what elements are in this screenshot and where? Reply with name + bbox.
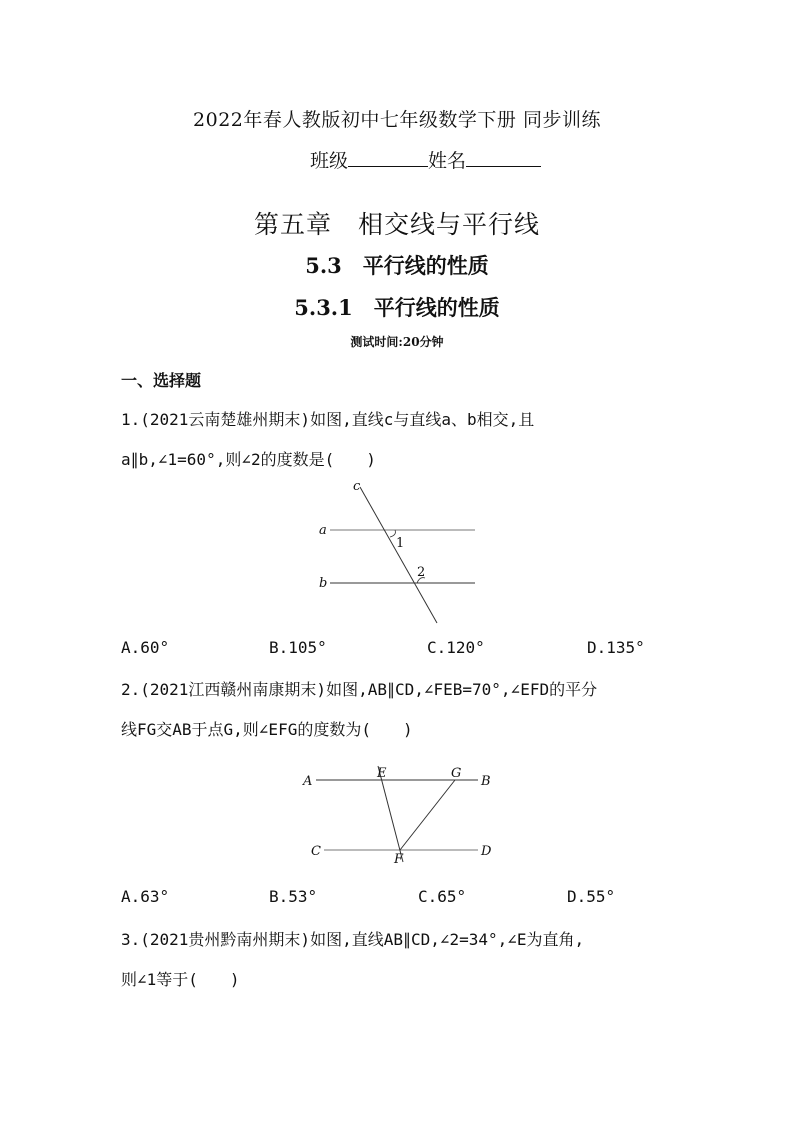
q2-option-c[interactable]: C.65° — [418, 887, 467, 906]
label-G: G — [451, 766, 462, 781]
question-2-line-2: 线FG交AB于点G,则∠EFG的度数为( ) — [121, 720, 413, 739]
label-1: 1 — [396, 536, 405, 551]
part-heading: 一、选择题 — [121, 371, 202, 390]
class-label: 班级 — [310, 150, 349, 172]
q2-option-a[interactable]: A.63° — [121, 887, 170, 906]
label-b: b — [319, 576, 328, 591]
section-title: 5.3 平行线的性质 — [305, 253, 489, 278]
test-time: 测试时间:20分钟 — [350, 335, 444, 349]
label-B: B — [481, 774, 491, 789]
label-D: D — [481, 844, 492, 859]
label-E: E — [377, 766, 387, 781]
line-c — [360, 487, 437, 623]
q1-option-b[interactable]: B.105° — [269, 638, 327, 657]
class-blank — [348, 148, 428, 167]
line-fg — [400, 780, 455, 850]
label-C: C — [311, 844, 321, 859]
label-A: A — [303, 774, 313, 789]
question-1-line-2: a∥b,∠1=60°,则∠2的度数是( ) — [121, 450, 376, 469]
question-2-line-1: 2.(2021江西赣州南康期末)如图,AB∥CD,∠FEB=70°,∠EFD的平分 — [121, 680, 598, 699]
angle-1-arc — [390, 530, 395, 537]
document-title: 2022年春人教版初中七年级数学下册 同步训练 — [193, 109, 601, 131]
question-2-figure — [300, 760, 500, 870]
question-1-figure — [300, 475, 500, 635]
name-blank — [466, 148, 541, 167]
q2-option-d[interactable]: D.55° — [567, 887, 616, 906]
q1-option-a[interactable]: A.60° — [121, 638, 170, 657]
class-name-line — [310, 146, 541, 173]
question-3-line-1: 3.(2021贵州黔南州期末)如图,直线AB∥CD,∠2=34°,∠E为直角, — [121, 930, 585, 949]
subsection-title: 5.3.1 平行线的性质 — [294, 295, 500, 320]
chapter-title: 第五章 相交线与平行线 — [253, 210, 540, 239]
label-F: F — [394, 852, 404, 867]
q1-option-d[interactable]: D.135° — [587, 638, 645, 657]
label-2: 2 — [417, 565, 426, 580]
question-1-line-1: 1.(2021云南楚雄州期末)如图,直线c与直线a、b相交,且 — [121, 410, 535, 429]
q1-option-c[interactable]: C.120° — [427, 638, 485, 657]
label-c: c — [353, 479, 361, 494]
q2-option-b[interactable]: B.53° — [269, 887, 318, 906]
question-3-line-2: 则∠1等于( ) — [121, 970, 240, 989]
label-a: a — [319, 523, 327, 538]
name-label: 姓名 — [428, 150, 467, 172]
